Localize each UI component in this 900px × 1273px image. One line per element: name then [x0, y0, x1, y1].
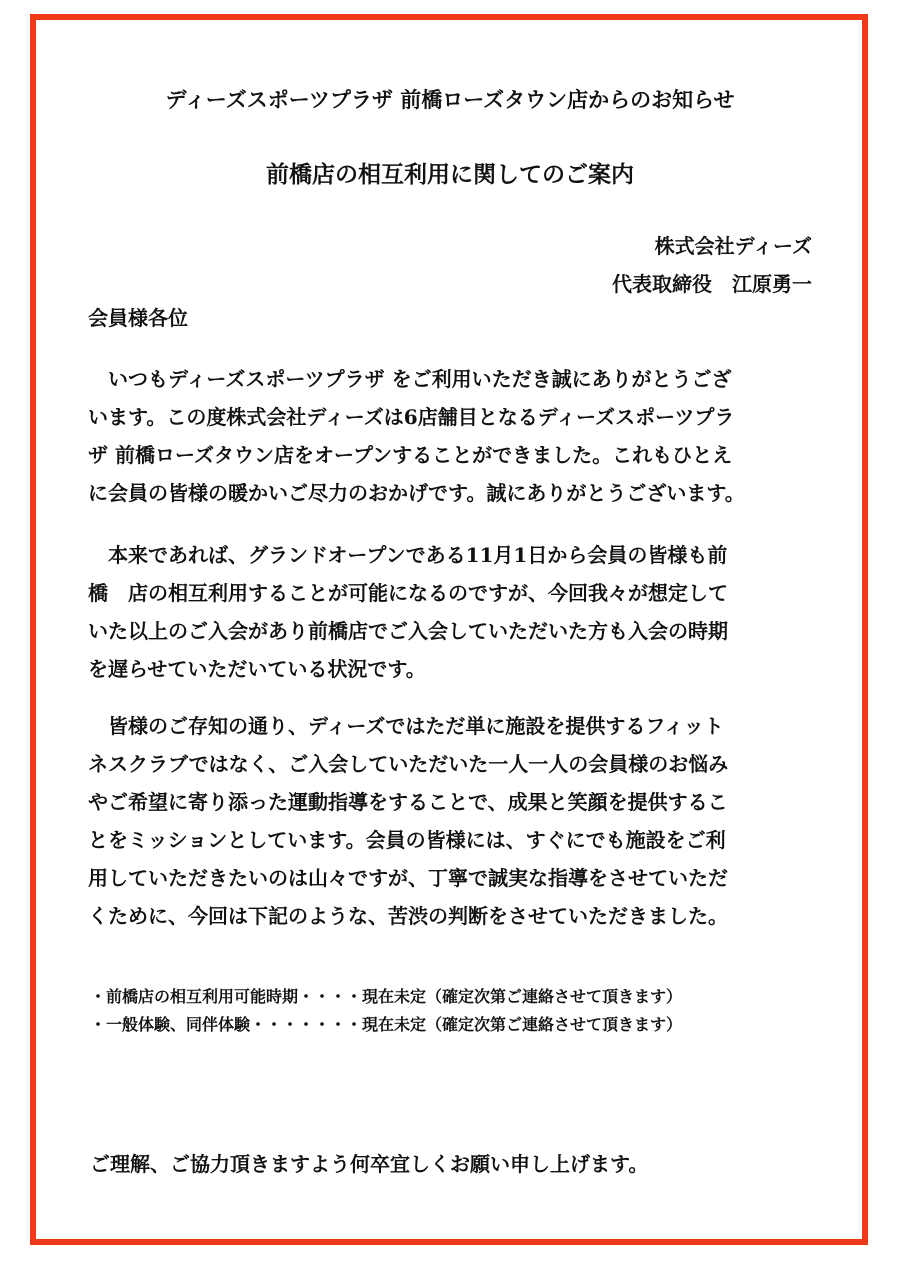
paragraph-line: に会員の皆様の暖かいご尽力のおかげです。誠にありがとうございます。 — [88, 481, 745, 505]
notice-subtitle: 前橋店の相互利用に関してのご案内 — [266, 161, 634, 188]
paragraph-line: 橋 店の相互利用することが可能になるのですが、今回我々が想定して — [88, 581, 728, 605]
paragraph-line: くために、今回は下記のような、苦渋の判断をさせていただきました。 — [88, 904, 728, 928]
paragraph-line: 皆様のご存知の通り、ディーズではただ単に施設を提供するフィット — [88, 714, 724, 738]
sender-company: 株式会社ディーズ — [654, 234, 812, 258]
paragraph-line: いつもディーズスポーツプラザ をご利用いただき誠にありがとうござ — [88, 367, 732, 391]
paragraph-line: ザ 前橋ローズタウン店をオープンすることができました。これもひとえ — [88, 443, 733, 467]
paragraph-line: ネスクラブではなく、ご入会していただいた一人一人の会員様のお悩み — [88, 752, 729, 776]
paragraph-line: います。この度株式会社ディーズは6店舗目となるディーズスポーツプラ — [88, 405, 735, 429]
paragraph-line: 用していただきたいのは山々ですが、丁寧で誠実な指導をさせていただ — [88, 866, 728, 890]
paragraph-2 — [88, 536, 728, 688]
closing-statement: ご理解、ご協力頂きますよう何卒宜しくお願い申し上げます。 — [90, 1152, 649, 1176]
paragraph-line: を遅らせていただいている状況です。 — [88, 657, 426, 681]
salutation: 会員様各位 — [88, 306, 188, 330]
schedule-item: ・一般体験、同伴体験・・・・・・・現在未定（確定次第ご連絡させて頂きます） — [90, 1015, 683, 1034]
paragraph-3 — [88, 707, 728, 935]
schedule-item: ・前橋店の相互利用可能時期・・・・現在未定（確定次第ご連絡させて頂きます） — [90, 987, 683, 1006]
paragraph-1 — [88, 360, 745, 512]
paragraph-line: いた以上のご入会があり前橋店でご入会していただいた方も入会の時期 — [88, 619, 728, 643]
sender-representative: 代表取締役 江原勇一 — [612, 272, 812, 296]
schedule-items — [90, 983, 682, 1039]
paragraph-line: とをミッションとしています。会員の皆様には、すぐにでも施設をご利 — [88, 828, 726, 852]
notice-title: ディーズスポーツプラザ 前橋ローズタウン店からのお知らせ — [165, 87, 735, 112]
paragraph-line: 本来であれば、グランドオープンである11月1日から会員の皆様も前 — [88, 543, 728, 567]
paragraph-line: やご希望に寄り添った運動指導をすることで、成果と笑顔を提供するこ — [88, 790, 728, 814]
